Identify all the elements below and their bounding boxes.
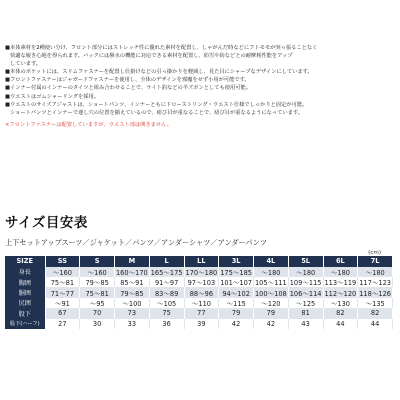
size-row-label: 股下 bbox=[5, 308, 45, 318]
size-table bbox=[5, 256, 393, 329]
size-table-row bbox=[5, 319, 393, 329]
size-row-label: 身長 bbox=[5, 267, 45, 277]
size-table-row bbox=[5, 298, 393, 308]
size-table-cell: 〜180 bbox=[254, 267, 289, 277]
size-table-cell: 27 bbox=[45, 319, 80, 329]
size-table-cell: 42 bbox=[219, 319, 254, 329]
size-table-cell: 77 bbox=[184, 308, 219, 318]
size-column-header: 4L bbox=[254, 256, 289, 267]
size-table-cell: 101〜107 bbox=[219, 277, 254, 287]
size-table-cell: 〜180 bbox=[358, 267, 393, 277]
size-row-label: 胸囲 bbox=[5, 277, 45, 287]
size-column-header: S bbox=[80, 256, 115, 267]
size-table-cell: 79〜85 bbox=[80, 277, 115, 287]
size-table-cell: 75〜81 bbox=[80, 287, 115, 297]
size-column-header: M bbox=[115, 256, 150, 267]
size-table-cell: 73 bbox=[115, 308, 150, 318]
size-table-cell: 〜160 bbox=[80, 267, 115, 277]
feature-bullet: ■フロントファスナーはジャガードファスナーを使用し、全体のデザインを邪魔をせず小用が可能です。 bbox=[5, 77, 250, 84]
size-row-label: 股下(ハーフ) bbox=[5, 319, 45, 329]
size-table-cell: 39 bbox=[184, 319, 219, 329]
size-table-cell: 75〜81 bbox=[45, 277, 80, 287]
size-table-cell: 79 bbox=[219, 308, 254, 318]
size-table-cell: 〜115 bbox=[219, 298, 254, 308]
size-table-cell: 112〜120 bbox=[323, 287, 358, 297]
size-table-cell: 33 bbox=[115, 319, 150, 329]
feature-bullet: 快適な履き心地を得られます。バックには撥水の機能に対応できる素材を配置し、紡雪や紡などとの耐摩耗性能をアップ bbox=[10, 53, 293, 60]
unit-label: (cm) bbox=[368, 250, 381, 256]
size-table-cell: 106〜114 bbox=[288, 287, 323, 297]
size-row-label: 胴囲 bbox=[5, 287, 45, 297]
size-table-cell: 44 bbox=[323, 319, 358, 329]
size-table-row bbox=[5, 308, 393, 318]
size-table-cell: 88〜96 bbox=[184, 287, 219, 297]
size-table-cell: 〜125 bbox=[288, 298, 323, 308]
size-table-cell: 71〜77 bbox=[45, 287, 80, 297]
size-table-cell: 109〜115 bbox=[288, 277, 323, 287]
size-table-cell: 〜105 bbox=[149, 298, 184, 308]
size-table-cell: 44 bbox=[358, 319, 393, 329]
size-row-label: 尻囲 bbox=[5, 298, 45, 308]
size-table-cell: 105〜111 bbox=[254, 277, 289, 287]
zipper-notice: ×フロントファスナーは配置していますが、ウエスト部は開きません。 bbox=[5, 121, 172, 128]
size-table-cell: 97〜103 bbox=[184, 277, 219, 287]
size-column-header: 6L bbox=[323, 256, 358, 267]
feature-bullet: ■本体のポケットには、スリムファスナーを配置し仕掛けなどの引っ掛かりを軽減し、見た目にシャープなデザインにしています。 bbox=[5, 69, 313, 76]
size-table-cell: 83〜89 bbox=[149, 287, 184, 297]
size-table-cell: 81 bbox=[288, 308, 323, 318]
size-table-cell: 100〜108 bbox=[254, 287, 289, 297]
size-table-cell: 〜180 bbox=[288, 267, 323, 277]
size-table-cell: 82 bbox=[323, 308, 358, 318]
size-table-cell: 〜135 bbox=[358, 298, 393, 308]
size-table-row bbox=[5, 287, 393, 297]
size-table-row bbox=[5, 277, 393, 287]
size-table-cell: 30 bbox=[80, 319, 115, 329]
size-header-row bbox=[5, 256, 393, 267]
size-column-header: LL bbox=[184, 256, 219, 267]
size-table-cell: 79 bbox=[254, 308, 289, 318]
feature-bullet: ショートパンツとインナーで連し穴の位置を揃えているので、紐び目が重なることで、紐び目が重なるようになっています。 bbox=[10, 109, 303, 116]
size-table-cell: 113〜119 bbox=[323, 277, 358, 287]
size-table-cell: 〜95 bbox=[80, 298, 115, 308]
size-table-cell: 〜160 bbox=[45, 267, 80, 277]
size-table-cell: 43 bbox=[288, 319, 323, 329]
size-column-header: L bbox=[149, 256, 184, 267]
feature-bullet: ■本体素材を2種使い分け、フロント部分にはストレッチ性に優れた素材を配置し、しゃがんだ時などにフトモモが突っ張ることなく bbox=[5, 45, 318, 51]
size-table-cell: 〜110 bbox=[184, 298, 219, 308]
size-table-cell: 42 bbox=[254, 319, 289, 329]
size-table-cell: 〜100 bbox=[115, 298, 150, 308]
size-table-cell: 118〜126 bbox=[358, 287, 393, 297]
size-table-cell: 170〜180 bbox=[184, 267, 219, 277]
size-corner-cell: SIZE bbox=[5, 256, 45, 267]
size-table-cell: 〜120 bbox=[254, 298, 289, 308]
size-table-cell: 〜180 bbox=[323, 267, 358, 277]
feature-bullets bbox=[5, 44, 397, 129]
size-table-cell: 〜91 bbox=[45, 298, 80, 308]
size-column-header: 7L bbox=[358, 256, 393, 267]
feature-bullet: ■ウエストはゴムシャーリングを採用。 bbox=[5, 93, 99, 100]
size-table-row bbox=[5, 267, 393, 277]
size-table-cell: 85〜91 bbox=[115, 277, 150, 287]
feature-bullet: しています。 bbox=[10, 61, 42, 68]
size-table-cell: 165〜175 bbox=[149, 267, 184, 277]
size-table-cell: 91〜97 bbox=[149, 277, 184, 287]
size-table-cell: 70 bbox=[80, 308, 115, 318]
feature-bullet: ■ウエストのサイズアジャストは、ショートパンツ、インナーともにドローストリング・ウエスト仕様でしっかりと固定が可能。 bbox=[5, 101, 308, 108]
size-table-cell: 36 bbox=[149, 319, 184, 329]
size-column-header: 3L bbox=[219, 256, 254, 267]
size-table-cell: 160〜170 bbox=[115, 267, 150, 277]
size-table-cell: 117〜123 bbox=[358, 277, 393, 287]
size-table-cell: 75 bbox=[149, 308, 184, 318]
table-subtitle: 上下セットアップスーツ／ジャケット／パンツ／アンダーシャツ／アンダーパンツ bbox=[5, 238, 267, 247]
size-table-cell: 82 bbox=[358, 308, 393, 318]
size-column-header: 5L bbox=[288, 256, 323, 267]
size-table-cell: 〜130 bbox=[323, 298, 358, 308]
size-table-cell: 67 bbox=[45, 308, 80, 318]
feature-bullet: ■インナー付属のインナーのタイツと組み合わせることで、ライト釣などの半ズボンとしても使用可能。 bbox=[5, 85, 251, 92]
size-table-cell: 175〜185 bbox=[219, 267, 254, 277]
size-table-cell: 79〜85 bbox=[115, 287, 150, 297]
size-table-cell: 94〜102 bbox=[219, 287, 254, 297]
section-title: サイズ目安表 bbox=[5, 215, 88, 231]
size-column-header: SS bbox=[45, 256, 80, 267]
